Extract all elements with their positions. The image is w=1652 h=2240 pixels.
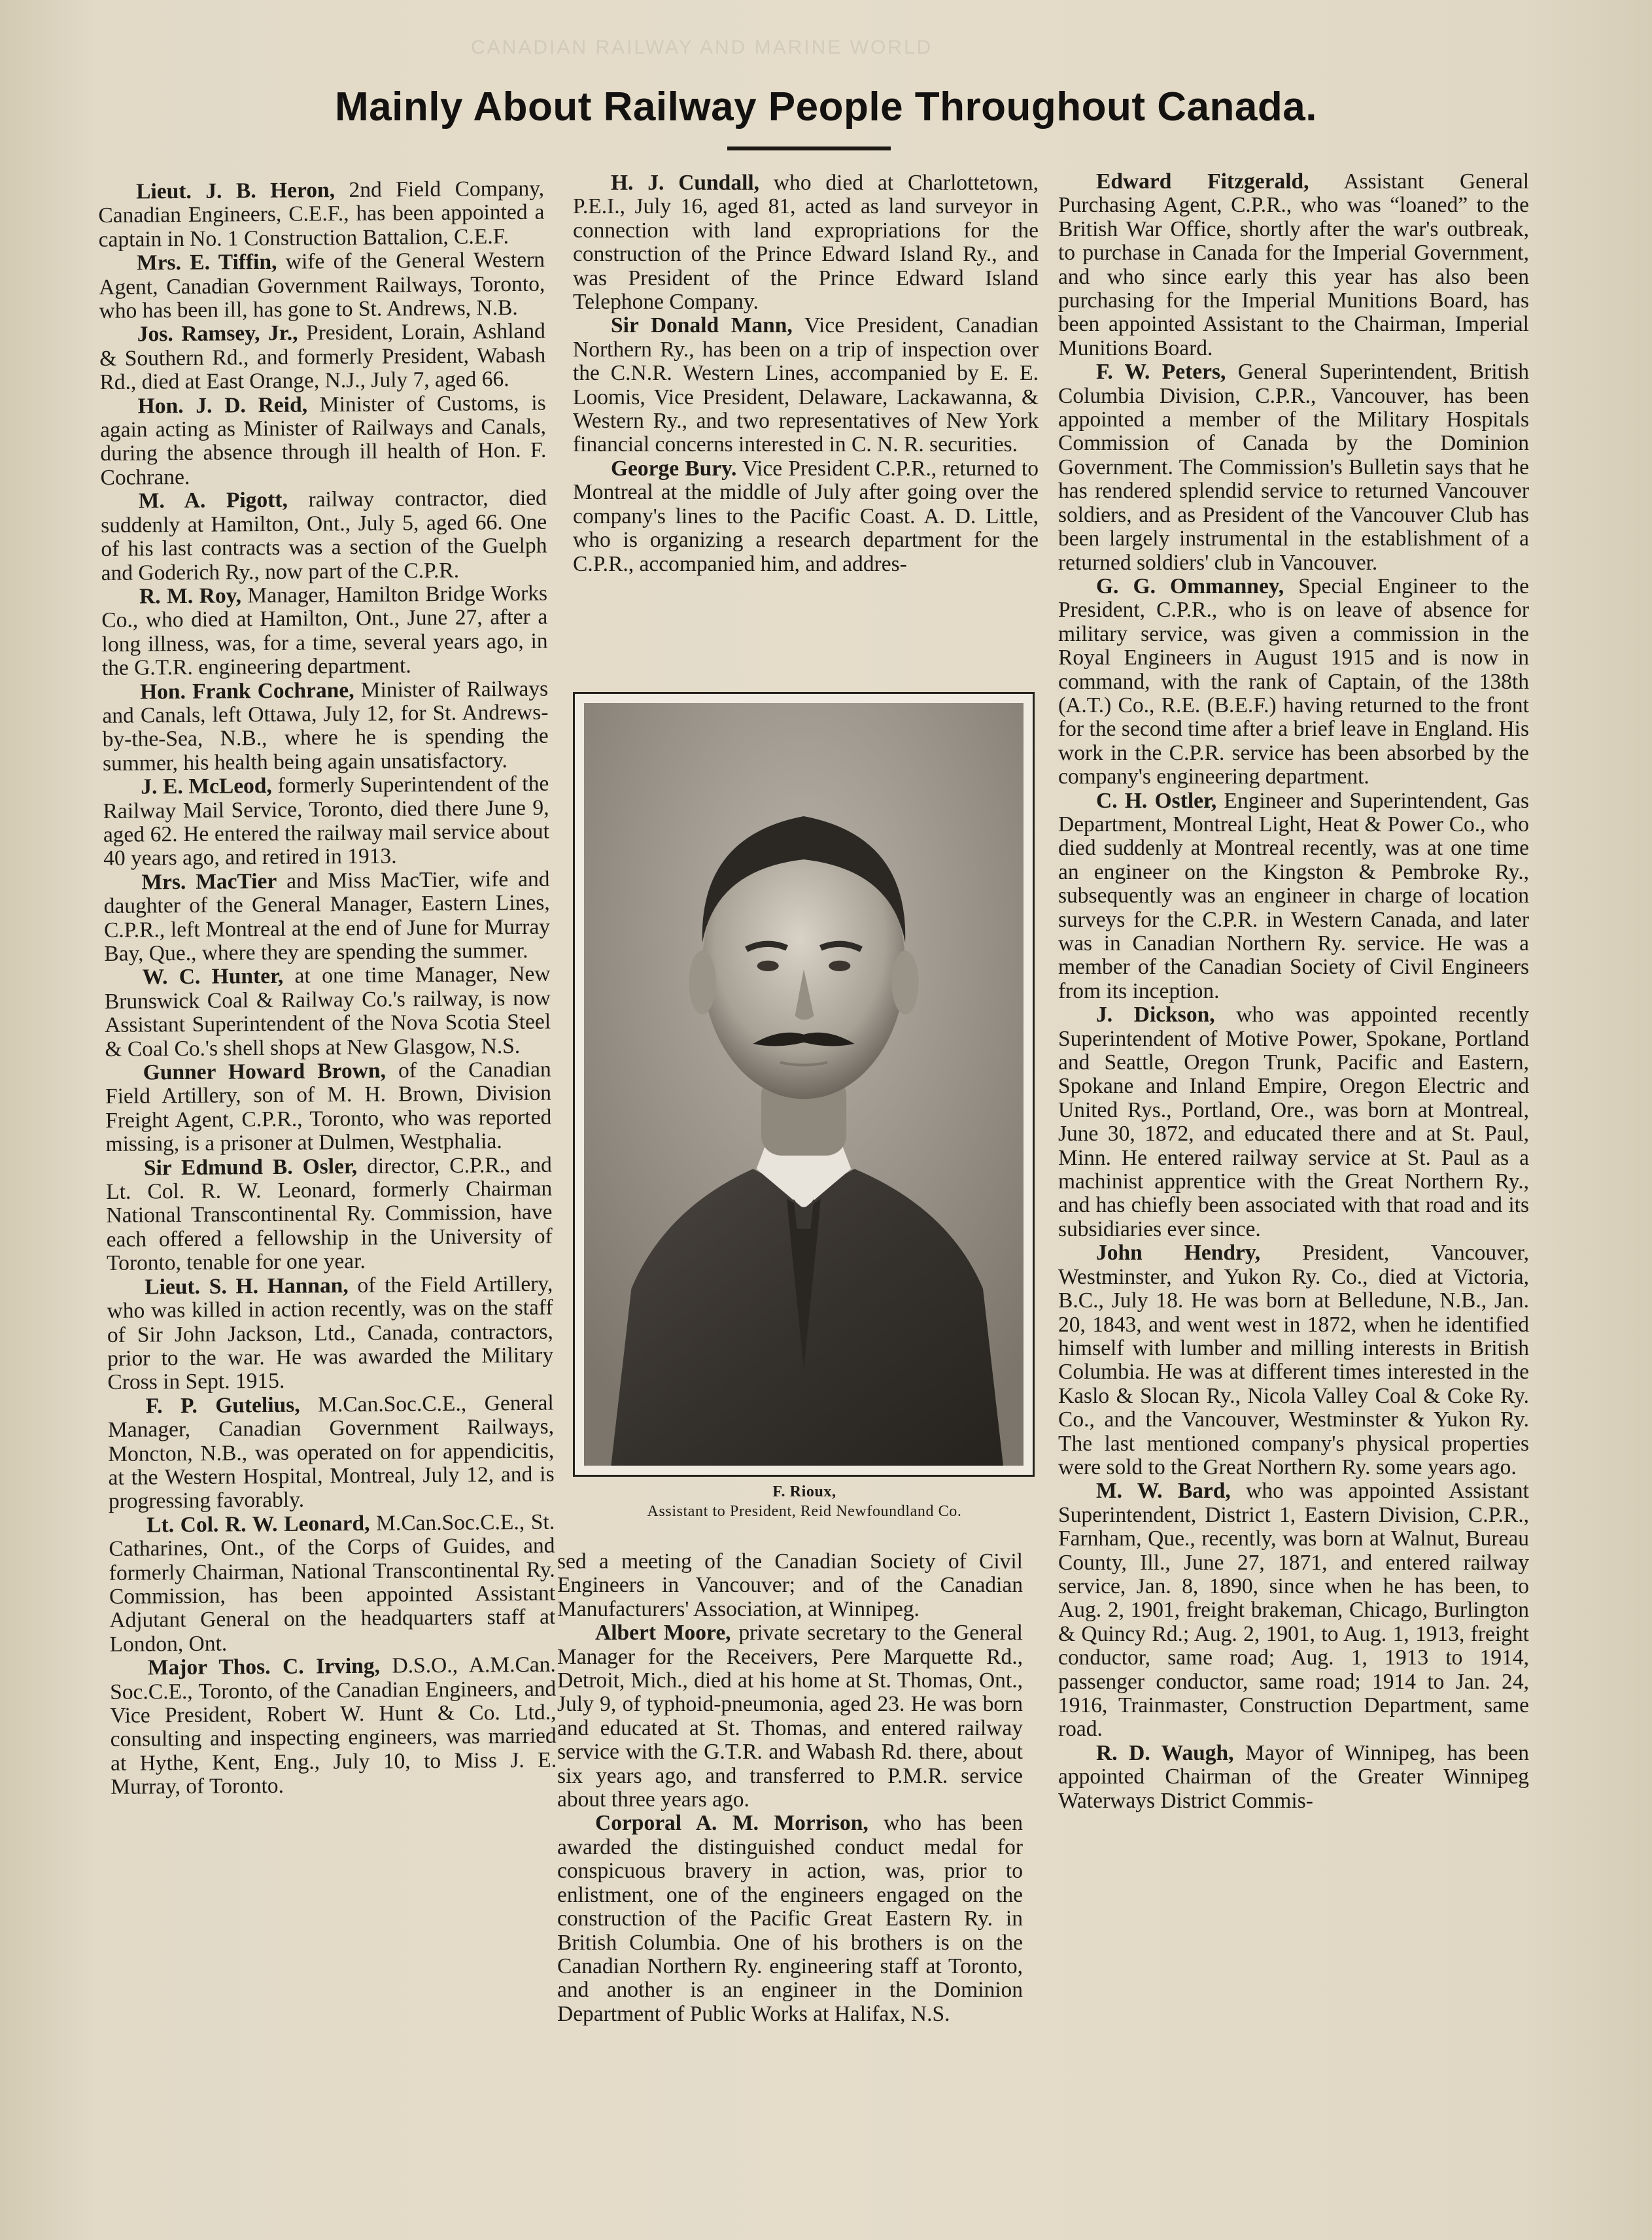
person-name: John Hendry, <box>1096 1241 1261 1266</box>
person-name: Major Thos. C. Irving, <box>147 1653 381 1680</box>
item-text: sed a meeting of the Canadian Society of Civil Engineers in Vancouver; and of the Canadian Manufacturers' Association, at Winnipeg. <box>557 1549 1023 1621</box>
news-item <box>1058 170 1529 360</box>
person-name: M. A. Pigott, <box>138 488 288 513</box>
person-name: J. E. McLeod, <box>141 774 273 799</box>
news-item <box>573 314 1039 457</box>
news-item <box>573 171 1039 314</box>
item-text: Minister of Railways and Canals, left Ottawa, July 12, for St. Andrews-by-the-Sea, N.B., where he is spending the summer, his health being again unsatisfactory. <box>102 676 549 776</box>
column-middle-bottom <box>557 1550 1023 2026</box>
news-item <box>99 249 545 324</box>
photo-caption <box>562 1482 1046 1521</box>
news-item <box>1058 575 1529 789</box>
caption-role: Assistant to President, Reid Newfoundland Co. <box>647 1503 962 1520</box>
item-text: Assistant General Purchasing Agent, C.P.R., who was “loaned” to the British War Office, shortly after the war's outbreak, to purchase in Canada for the Imperial Government, and who since early this year has also been purchasing for the Imperial Munitions Board, has been appointed Assistant to the Chairman, Imperial Munitions Board. <box>1058 169 1530 360</box>
person-name: R. M. Roy, <box>139 583 242 609</box>
column-middle-top <box>573 171 1039 576</box>
news-item <box>102 677 549 776</box>
news-item <box>106 1153 553 1275</box>
news-item <box>104 963 551 1061</box>
running-header-bleedthrough: CANADIAN RAILWAY AND MARINE WORLD <box>471 37 933 58</box>
item-text: President, Vancouver, Westminster, and Yukon Ry. Co., died at Victoria, B.C., July 18. He was born at Belledune, N.B., Jan. 20, 1843, and went west in 1872, when he identified himself with lumber and milling interests in British Columbia. He was at different times interested in the Kaslo & Slocan Ry., Nicola Valley Coal & Coke Ry. Co., and the Vancouver, Westminster & Yukon Ry. The last mentioned company's physical properties were sold to the Great Northern Ry. some years ago. <box>1058 1241 1529 1479</box>
news-item <box>101 487 547 585</box>
person-name: F. W. Peters, <box>1096 360 1226 385</box>
news-item <box>103 772 549 871</box>
item-text: M.Can.Soc.C.E., St. Catharines, Ont., of the Corps of Guides, and formerly Chairman, National Transcontinental Ry. Commission, has been appointed Assistant Adjutant General on the headquarters staff at London, Ont. <box>109 1509 556 1657</box>
news-item <box>1058 1479 1529 1741</box>
news-item <box>573 457 1039 576</box>
news-item <box>557 1812 1023 2026</box>
item-text: 2nd Field Company, Canadian Engineers, C.E.F., has been appointed a captain in No. 1 Construction Battalion, C.E.F. <box>98 176 545 252</box>
item-text: M.Can.Soc.C.E., General Manager, Canadian Government Railways, Moncton, N.B., was operated on for appendicitis, at the Western Hospital, Montreal, July 12, and is progressing favorably. <box>107 1390 555 1514</box>
portrait-image <box>584 703 1024 1466</box>
item-text: formerly Superintendent of the Railway Mail Service, Toronto, died there June 9, aged 62. He entered the railway mail service about 40 years ago, and retired in 1913. <box>103 771 549 871</box>
news-item <box>1058 360 1529 575</box>
person-name: Lieut. J. B. Heron, <box>135 178 336 204</box>
person-name: Albert Moore, <box>595 1621 731 1646</box>
news-item <box>1058 1241 1529 1479</box>
person-name: Hon. J. D. Reid, <box>137 392 308 419</box>
item-text: Vice President C.P.R., returned to Montreal at the middle of July after going over the company's lines to the Pacific Coast. A. D. Little, who is organizing a research department for the C.P.R., accompanied him, and addres- <box>573 456 1039 576</box>
item-text: director, C.P.R., and Lt. Col. R. W. Leonard, formerly Chairman National Transcontinental Ry. Commission, have each offered a fellowship in the University of Toronto, tenable for one year. <box>106 1152 553 1276</box>
item-text: Mayor of Winnipeg, has been appointed Chairman of the Greater Winnipeg Waterways District Commis- <box>1058 1740 1529 1813</box>
news-item <box>99 320 546 395</box>
person-name: Mrs. MacTier <box>141 869 277 895</box>
news-item <box>557 1621 1023 1812</box>
person-name: Gunner Howard Brown, <box>143 1058 387 1085</box>
item-text: of the Canadian Field Artillery, son of M. H. Brown, Division Freight Agent, C.P.R., Toronto, who was reported missing, is a prisoner at Dulmen, Westphalia. <box>105 1057 552 1157</box>
news-item <box>101 582 548 681</box>
person-name: H. J. Cundall, <box>611 171 760 195</box>
item-text: Special Engineer to the President, C.P.R., who is on leave of absence for military service, was given a commission in the Royal Engineers in August 1915 and is now in command, with the rank of Captain, of the 138th (A.T.) Co., R.E. (B.E.F.) having returned to the front for the second time after a brief leave in England. His work in the C.P.R. service has been absorbed by the company's engineering department. <box>1058 574 1529 789</box>
person-name: George Bury. <box>611 456 737 481</box>
item-text: who was appointed recently Superintendent of Motive Power, Spokane, Portland and Seattle, Oregon Trunk, Pacific and Eastern, Spokane and Inland Empire, Oregon Electric and United Rys., Portland, Ore., was born at Montreal, June 30, 1872, and educated there and at St. Paul, Minn. He entered railway service at St. Paul as a machinist apprentice with the Great Northern Ry., and has chiefly been associated with that road and its subsidiaries ever since. <box>1058 1003 1529 1241</box>
item-text: Minister of Customs, is again acting as Minister of Railways and Canals, during the absence through ill health of Hon. F. Cochrane. <box>99 390 547 490</box>
news-item <box>98 177 545 252</box>
person-name: C. H. Ostler, <box>1096 788 1217 813</box>
item-text: who died at Charlottetown, P.E.I., July 16, aged 81, acted as land surveyor in connection with land expropriations for the construction of the Prince Edward Island Ry., and was President of the Prince Edward Island Telephone Company. <box>573 171 1039 315</box>
news-item <box>107 1272 553 1394</box>
item-text: railway contractor, died suddenly at Hamilton, Ont., July 5, aged 66. One of his last contracts was a section of the Guelph and Goderich Ry., now part of the C.P.R. <box>100 485 547 585</box>
person-name: Lieut. S. H. Hannan, <box>145 1273 349 1300</box>
person-name: Edward Fitzgerald, <box>1096 169 1309 194</box>
item-text: Vice President, Canadian Northern Ry., has been on a trip of inspection over the C.N.R. Western Lines, accompanied by E. E. Loomis, Vice President, Delaware, Lackawanna, & Western Ry., and two representatives of New York financial concerns interested in C. N. R. securities. <box>573 313 1039 457</box>
column-right <box>1058 170 1529 1813</box>
news-item <box>103 867 550 966</box>
item-text: and Miss MacTier, wife and daughter of the General Manager, Eastern Lines, C.P.R., left Montreal at the end of June for Murray Bay, Que., where they are spending the summer. <box>103 867 551 966</box>
news-item <box>105 1058 552 1157</box>
news-item <box>100 391 547 490</box>
portrait-photo <box>573 692 1035 1477</box>
item-text: Engineer and Superintendent, Gas Department, Montreal Light, Heat & Power Co., who died suddenly at Montreal recently, was at one time an engineer on the Kingston & Pembroke Ry., subsequently was an engineer in charge of location surveys for the C.P.R. in Western Canada, and later was in Canadian Northern Ry. service. He was a member of the Canadian Society of Civil Engineers from its inception. <box>1058 788 1529 1003</box>
news-item <box>108 1391 555 1513</box>
column-left <box>98 177 557 1800</box>
news-item <box>109 1510 556 1657</box>
item-text: of the Field Artillery, who was killed in action recently, was on the staff of Sir John Jackson, Ltd., Canada, contractors, prior to the war. He was awarded the Military Cross in Sept. 1915. <box>107 1271 554 1395</box>
portrait-illustration <box>584 703 1024 1466</box>
item-text: at one time Manager, New Brunswick Coal & Railway Co.'s railway, is now Assistant Superintendent of the Nova Scotia Steel & Coal Co.'s shell shops at New Glasgow, N.S. <box>104 962 551 1061</box>
item-text: wife of the General Western Agent, Canadian Government Railways, Toronto, who has been ill, has gone to St. Andrews, N.B. <box>99 247 545 324</box>
person-name: Corporal A. M. Morrison, <box>595 1811 869 1836</box>
person-name: Lt. Col. R. W. Leonard, <box>146 1511 370 1538</box>
page-title: Mainly About Railway People Throughout Canada. <box>335 84 1317 129</box>
person-name: Jos. Ramsey, Jr., <box>137 321 298 347</box>
news-item <box>1058 1003 1529 1241</box>
news-item <box>1058 1742 1529 1813</box>
item-text: Manager, Hamilton Bridge Works Co., who died at Hamilton, Ont., June 27, after a long illness, was, for a time, several years ago, in the G.T.R. engineering department. <box>101 581 548 681</box>
person-name: R. D. Waugh, <box>1096 1740 1234 1765</box>
news-item <box>110 1653 557 1800</box>
person-name: J. Dickson, <box>1096 1003 1215 1027</box>
item-text: President, Lorain, Ashland & Southern Rd., and formerly President, Wabash Rd., died at East Orange, N.J., July 7, aged 66. <box>99 319 546 395</box>
person-name: Sir Edmund B. Osler, <box>143 1154 358 1180</box>
item-text: who was appointed Assistant Superintendent, District 1, Eastern Division, C.P.R., Farnham, Que., recently, was born at Walnut, Bureau County, Ill., June 27, 1871, and entered railway service, Jan. 8, 1890, since when he has been, to Aug. 2, 1901, freight brakeman, Chicago, Burlington & Quincy Rd.; Aug. 2, 1901, to Aug. 1, 1913, freight conductor, same road; Aug. 1, 1913 to 1914, passenger conductor, same road; 1914 to Jan. 24, 1916, Trainmaster, Construction Department, same road. <box>1058 1479 1529 1742</box>
news-item <box>1058 789 1529 1004</box>
person-name: F. P. Gutelius, <box>145 1392 300 1419</box>
person-name: Sir Donald Mann, <box>611 313 793 338</box>
person-name: G. G. Ommanney, <box>1096 574 1284 598</box>
caption-name: F. Rioux, <box>772 1483 836 1500</box>
person-name: Hon. Frank Cochrane, <box>139 678 354 704</box>
person-name: Mrs. E. Tiffin, <box>136 250 277 275</box>
item-text: General Superintendent, British Columbia Division, C.P.R., Vancouver, has been appointed a member of the Military Hospitals Commission of Canada by the Dominion Government. The Commission's Bulletin says that he has rendered splendid service to returned Vancouver soldiers, and as President of the Vancouver Club has been largely instrumental in the establishment of a returned soldiers' club in Vancouver. <box>1058 360 1529 575</box>
item-text: D.S.O., A.M.Can. Soc.C.E., Toronto, of the Canadian Engineers, and Vice President, Robert W. Hunt & Co. Ltd., consulting and inspecting engineers, was married at Hythe, Kent, Eng., July 10, to Miss J. E. Murray, of Toronto. <box>110 1652 557 1800</box>
title-rule <box>727 146 891 150</box>
person-name: W. C. Hunter, <box>142 964 284 990</box>
item-text: who has been awarded the distinguished conduct medal for conspicuous bravery in action, was, prior to enlistment, one of the engineers engaged on the construction of the Pacific Great Eastern Ry. in British Columbia. One of his brothers is on the Canadian Northern Ry. engineering staff at Toronto, and another is an engineer in the Dominion Department of Public Works at Halifax, N.S. <box>557 1811 1023 2026</box>
item-text: private secretary to the General Manager for the Receivers, Pere Marquette Rd., Detroit, Mich., died at his home at St. Thomas, Ont., July 9, of typhoid-pneumonia, aged 23. He was born and educated at St. Thomas, and entered railway service with the G.T.R. and Wabash Rd. there, about six years ago, and transferred to P.M.R. service about three years ago. <box>557 1621 1023 1812</box>
news-item <box>557 1550 1023 1621</box>
person-name: M. W. Bard, <box>1096 1479 1231 1504</box>
